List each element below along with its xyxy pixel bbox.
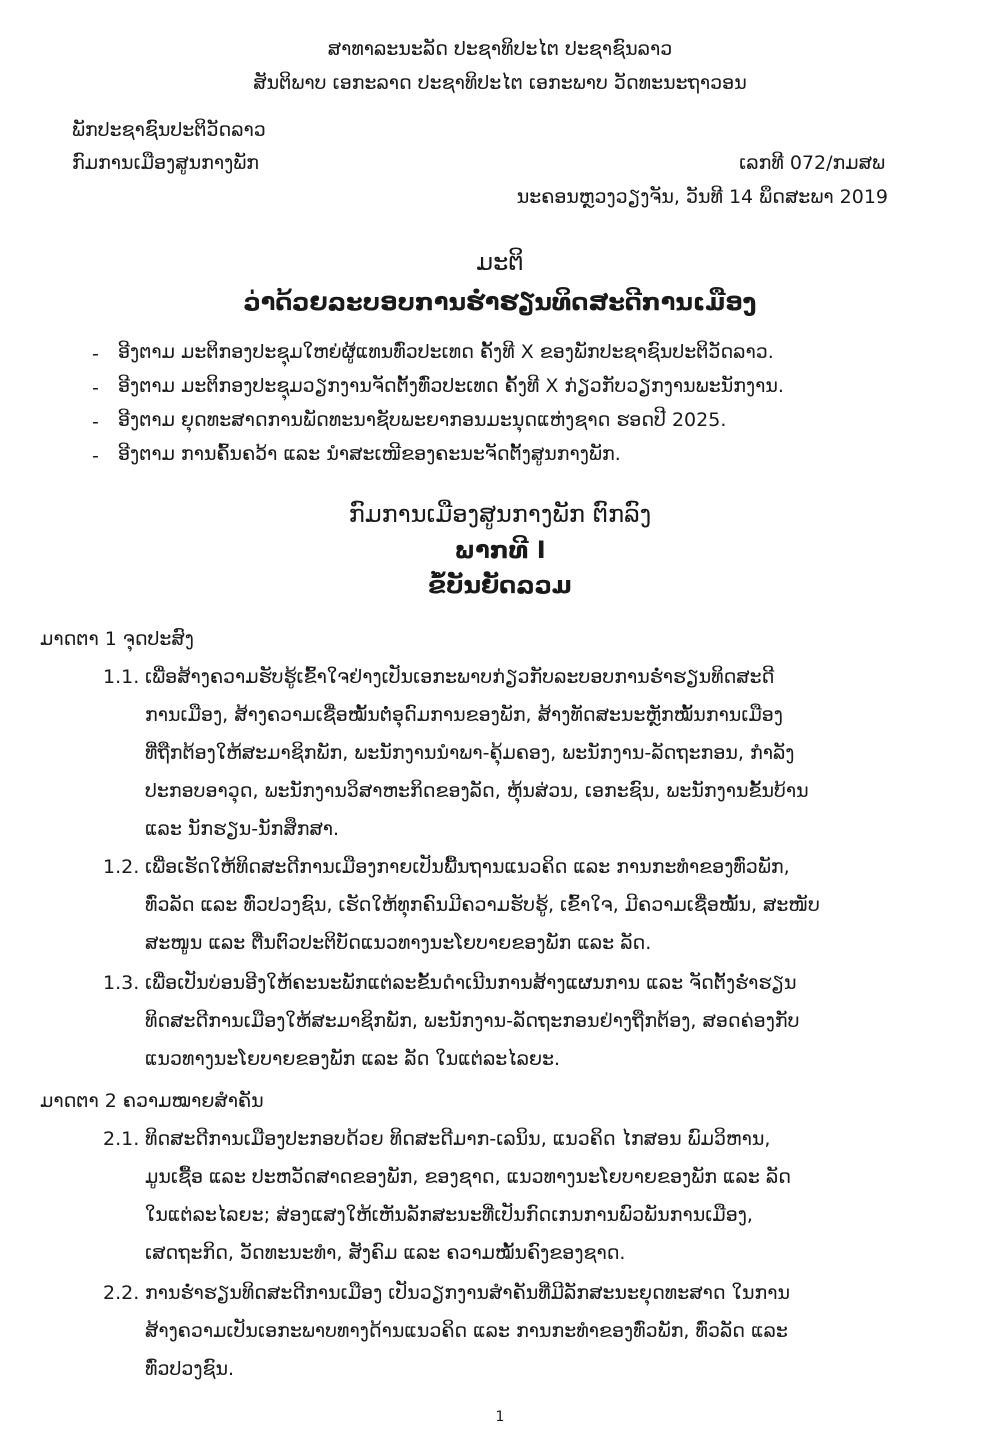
item-text-line: ມູນເຊື້ອ ແລະ ປະຫວັດສາດຂອງພັກ, ຂອງຊາດ, ແນວທາງນະໂຍບາຍຂອງພັກ ແລະ ລັດ xyxy=(145,1166,791,1188)
item-text-line: ເພື່ອເຮັດໃຫ້ທິດສະດີການເມືອງກາຍເປັນພື້ນຖານແນວຄິດ ແລະ ການກະທຳຂອງທົ່ວພັກ, xyxy=(145,856,790,878)
reference-item: ອີງຕາມ ມະຕິກອງປະຊຸມໃຫຍ່ຜູ້ແທນທົ່ວປະເທດ ຄັ້ງທີ X ຂອງພັກປະຊາຊົນປະຕິວັດລາວ. xyxy=(118,341,774,363)
state-line-1: ສາທາລະນະລັດ ປະຊາທິປະໄຕ ປະຊາຊົນລາວ xyxy=(327,38,673,60)
item-text-line: ເສດຖະກິດ, ວັດທະນະທຳ, ສັງຄົມ ແລະ ຄວາມໝັ້ນຄົງຂອງຊາດ. xyxy=(145,1242,626,1264)
party-name: ພັກປະຊາຊົນປະຕິວັດລາວ xyxy=(72,119,266,141)
reference-item: ອີງຕາມ ຍຸດທະສາດການພັດທະນາຊັບພະຍາກອນມະນຸດແຫ່ງຊາດ ຮອດປີ 2025. xyxy=(118,409,727,431)
item-text-line: ທົ່ວລັດ ແລະ ທົ່ວປວງຊົນ, ເຮັດໃຫ້ທຸກຄົນມີຄວາມຮັບຮູ້, ເຂົ້າໃຈ, ມີຄວາມເຊື່ອໝັ້ນ, ສະໜັບ xyxy=(145,894,820,916)
document-subject: ວ່າດ້ວຍລະບອບການຮ່ຳຮຽນທິດສະດີການເມືອງ xyxy=(243,288,757,316)
item-text-line: ເພື່ອເປັນບ່ອນອີງໃຫ້ຄະນະພັກແຕ່ລະຂັ້ນດຳເນີນການສ້າງແຜນການ ແລະ ຈັດຕັ້ງຮ່ຳຮຽນ xyxy=(145,972,797,994)
reference-bullet: - xyxy=(92,343,99,365)
item-number: 1.1. xyxy=(103,666,140,688)
item-text-line: ທິດສະດີການເມືອງໃຫ້ສະມາຊິກພັກ, ພະນັກງານ-ລັດຖະກອນຢ່າງຖືກຕ້ອງ, ສອດຄ່ອງກັບ xyxy=(145,1010,800,1032)
document-number: ເລກທີ 072/ກມສພ xyxy=(739,152,885,174)
item-number: 2.2. xyxy=(103,1282,140,1304)
item-number: 2.1. xyxy=(103,1128,140,1150)
item-text-line: ທົ່ວປວງຊົນ. xyxy=(145,1358,235,1380)
item-text-line: ສ້າງຄວາມເປັນເອກະພາບທາງດ້ານແນວຄິດ ແລະ ການກະທຳຂອງທົ່ວພັກ, ທົ່ວລັດ ແລະ xyxy=(145,1320,788,1342)
state-line-2: ສັນຕິພາບ ເອກະລາດ ປະຊາທິປະໄຕ ເອກະພາບ ວັດທະນະຖາວອນ xyxy=(253,72,747,94)
article-heading: ມາດຕາ 1 ຈຸດປະສົງ xyxy=(40,628,194,650)
item-number: 1.3. xyxy=(103,972,140,994)
item-text-line: ແລະ ນັກຮຽນ-ນັກສຶກສາ. xyxy=(145,818,340,840)
document-type: ມະຕິ xyxy=(476,248,524,276)
item-number: 1.2. xyxy=(103,856,140,878)
reference-item: ອີງຕາມ ມະຕິກອງປະຊຸມວຽກງານຈັດຕັ້ງທົ່ວປະເທດ ຄັ້ງທີ X ກ່ຽວກັບວຽກງານພະນັກງານ. xyxy=(118,375,784,397)
item-text-line: ປະກອບອາວຸດ, ພະນັກງານວິສາຫະກິດຂອງລັດ, ຫຸ້ນສ່ວນ, ເອກະຊົນ, ພະນັກງານຂັ້ນບ້ານ xyxy=(145,780,809,802)
place-date: ນະຄອນຫຼວງວຽງຈັນ, ວັນທີ 14 ພຶດສະພາ 2019 xyxy=(516,186,888,208)
item-text-line: ທີ່ຖືກຕ້ອງໃຫ້ສະມາຊິກພັກ, ພະນັກງານນຳພາ-ຄຸ້ມຄອງ, ພະນັກງານ-ລັດຖະກອນ, ກຳລັງ xyxy=(145,742,795,764)
item-text-line: ການເມືອງ, ສ້າງຄວາມເຊື່ອໝັ້ນຕໍ່ອຸດົມການຂອງພັກ, ສ້າງທັດສະນະຫຼັກໝັ້ນການເມືອງ xyxy=(145,704,783,726)
reference-bullet: - xyxy=(92,377,99,399)
decision-line: ກົມການເມືອງສູນກາງພັກ ຕົກລົງ xyxy=(348,500,652,528)
item-text-line: ເພື່ອສ້າງຄວາມຮັບຮູ້ເຂົ້າໃຈຢ່າງເປັນເອກະພາບກ່ຽວກັບລະບອບການຮ່ຳຮຽນທິດສະດີ xyxy=(145,666,775,688)
item-text-line: ໃນແຕ່ລະໄລຍະ; ສ່ອງແສງໃຫ້ເຫັນລັກສະນະທີ່ເປັນກົດເກນການພົວພັນການເມືອງ, xyxy=(145,1204,753,1226)
item-text-line: ທິດສະດີການເມືອງປະກອບດ້ວຍ ທິດສະດີມາກ-ເລນິນ, ແນວຄິດ ໄກສອນ ພົມວິຫານ, xyxy=(145,1128,771,1150)
reference-bullet: - xyxy=(92,411,99,433)
department-name: ກົມການເມືອງສູນກາງພັກ xyxy=(72,152,260,174)
page-number: 1 xyxy=(495,1409,505,1425)
item-text-line: ສະໜູນ ແລະ ຕື່ນຕົວປະຕິບັດແນວທາງນະໂຍບາຍຂອງພັກ ແລະ ລັດ. xyxy=(145,932,652,954)
reference-bullet: - xyxy=(92,445,99,467)
part-number: ພາກທີ I xyxy=(454,536,546,564)
reference-item: ອີງຕາມ ການຄົ້ນຄວ້າ ແລະ ນຳສະເໜີຂອງຄະນະຈັດຕັ້ງສູນກາງພັກ. xyxy=(118,443,621,465)
part-title: ຂໍ້ບັນຍັດລວມ xyxy=(428,571,572,599)
item-text-line: ແນວທາງນະໂຍບາຍຂອງພັກ ແລະ ລັດ ໃນແຕ່ລະໄລຍະ. xyxy=(145,1048,561,1070)
article-heading: ມາດຕາ 2 ຄວາມໝາຍສຳຄັນ xyxy=(40,1090,264,1112)
item-text-line: ການຮ່ຳຮຽນທິດສະດີການເມືອງ ເປັນວຽກງານສຳຄັນທີ່ມີລັກສະນະຍຸດທະສາດ ໃນການ xyxy=(145,1282,791,1304)
